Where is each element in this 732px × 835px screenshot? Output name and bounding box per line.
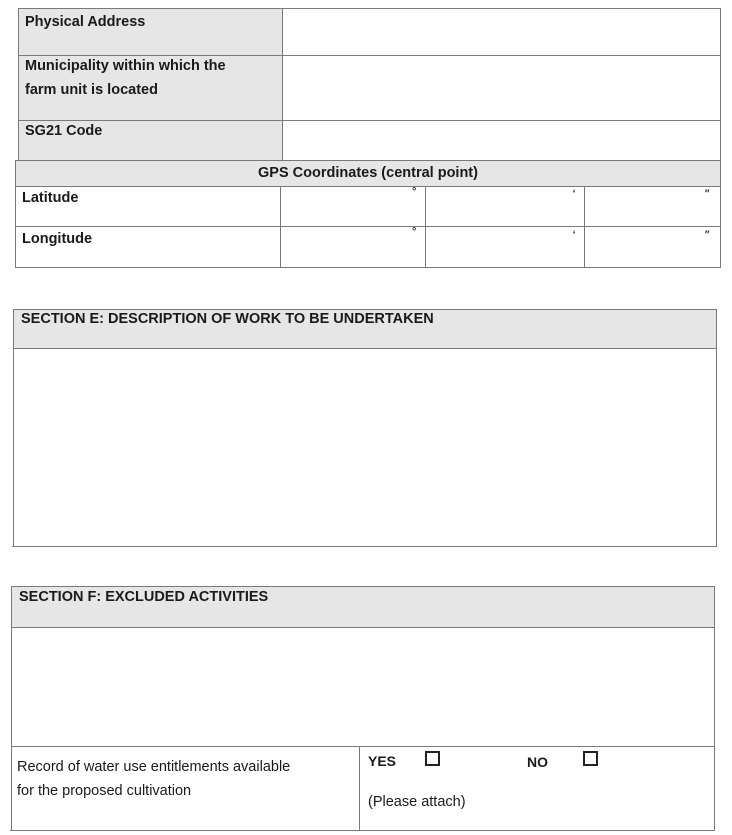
no-checkbox[interactable] (583, 751, 598, 766)
longitude-minute-mark: ‘ (572, 229, 576, 241)
latitude-seconds-field[interactable] (585, 187, 720, 226)
section-e-title: SECTION E: DESCRIPTION OF WORK TO BE UNDERTAKEN (21, 311, 434, 327)
work-description-field[interactable] (14, 349, 716, 546)
latitude-label: Latitude (22, 190, 79, 206)
longitude-label: Longitude (22, 231, 93, 247)
latitude-degree-mark: ° (412, 186, 417, 198)
physical-address-label: Physical Address (25, 14, 146, 30)
latitude-degrees-field[interactable] (281, 187, 425, 226)
municipality-label-line2: farm unit is located (25, 82, 158, 98)
gps-heading: GPS Coordinates (central point) (258, 165, 478, 181)
section-f-title: SECTION F: EXCLUDED ACTIVITIES (19, 589, 269, 605)
water-record-label-line2: for the proposed cultivation (17, 783, 192, 799)
water-record-label-line1: Record of water use entitlements available (17, 759, 291, 775)
municipality-label-line1: Municipality within which the (25, 58, 226, 74)
latitude-minutes-field[interactable] (426, 187, 584, 226)
yes-label: YES (368, 753, 397, 769)
municipality-field[interactable] (283, 56, 720, 120)
longitude-minutes-field[interactable] (426, 227, 584, 267)
longitude-degrees-field[interactable] (281, 227, 425, 267)
no-label: NO (527, 754, 548, 770)
longitude-seconds-field[interactable] (585, 227, 720, 267)
excluded-activities-field[interactable] (12, 628, 714, 746)
yes-checkbox[interactable] (425, 751, 440, 766)
please-attach-note: (Please attach) (368, 794, 466, 810)
sg21-code-field[interactable] (283, 121, 720, 160)
latitude-second-mark: " (704, 188, 710, 200)
longitude-degree-mark: ° (412, 226, 417, 238)
latitude-minute-mark: ‘ (572, 188, 576, 200)
physical-address-field[interactable] (283, 9, 720, 55)
sg21-code-label: SG21 Code (25, 123, 103, 139)
longitude-second-mark: " (704, 229, 710, 241)
